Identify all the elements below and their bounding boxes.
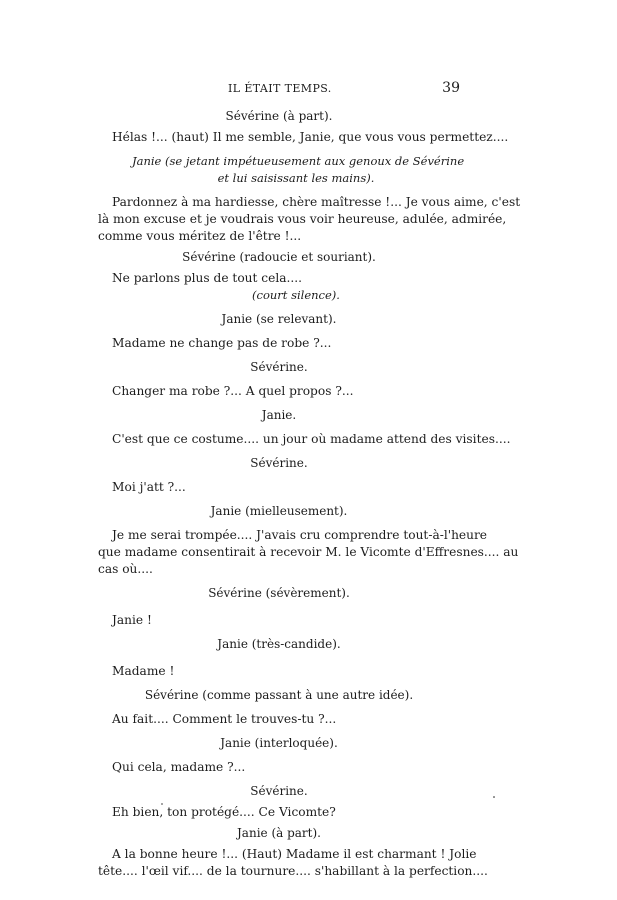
dialogue-line: là mon excuse et je voudrais vous voir heureuse, adulée, admirée, — [98, 212, 507, 226]
stage-direction: (court silence). — [252, 288, 340, 302]
dialogue-line: Ne parlons plus de tout cela.... — [112, 271, 302, 285]
dialogue-line: Madame ! — [112, 664, 175, 678]
speaker-line: Janie (très-candide). — [217, 637, 341, 651]
dialogue-line: Hélas !... (haut) Il me semble, Janie, que vous vous permettez.... — [112, 130, 509, 144]
speaker-line: Sévérine (radoucie et souriant). — [182, 250, 376, 264]
dialogue-line: Madame ne change pas de robe ?... — [112, 336, 332, 350]
page-header — [98, 80, 460, 100]
speaker-line: Janie (à part). — [237, 826, 321, 840]
speaker-line: Sévérine. — [250, 360, 308, 374]
speaker-line: Sévérine (comme passant à une autre idée). — [144, 688, 414, 702]
dialogue-line: Eh bien, ton protégé.... Ce Vicomte? — [112, 805, 336, 819]
dialogue-line: Au fait.... Comment le trouves-tu ?... — [112, 712, 337, 726]
speaker-line: Sévérine. — [250, 784, 308, 798]
speaker-line: Sévérine. — [250, 456, 308, 470]
speaker-line: Sévérine (sévèrement). — [208, 586, 350, 600]
dialogue-line: Moi j'att ?... — [112, 480, 186, 494]
dialogue-line: Changer ma robe ?... A quel propos ?... — [112, 384, 354, 398]
dialogue-line: tête.... l'œil vif.... de la tournure.... s'habillant à la perfection.... — [98, 864, 488, 878]
speaker-line: Janie (se jetant impétueusement aux genoux de Sévérine — [132, 154, 465, 168]
speaker-line: Janie. — [261, 408, 297, 422]
dialogue-line: cas où.... — [98, 562, 153, 576]
dialogue-line: Qui cela, madame ?... — [112, 760, 246, 774]
paper-speck — [493, 796, 495, 798]
paper-speck — [161, 803, 163, 805]
dialogue-line: comme vous méritez de l'être !... — [98, 229, 302, 243]
speaker-line: Sévérine (à part). — [225, 109, 333, 123]
dialogue-line: Pardonnez à ma hardiesse, chère maîtresse !... Je vous aime, c'est — [112, 195, 521, 209]
speaker-line: Janie (mielleusement). — [210, 504, 348, 518]
speaker-line: Janie (se relevant). — [221, 312, 337, 326]
dialogue-line: Je me serai trompée.... J'avais cru comprendre tout-à-l'heure — [112, 528, 488, 542]
stage-direction: et lui saisissant les mains). — [217, 171, 375, 185]
page-text — [98, 108, 521, 880]
running-title: IL ÉTAIT TEMPS. — [228, 82, 332, 95]
dialogue-line: que madame consentirait à recevoir M. le Vicomte d'Effresnes.... au — [98, 545, 519, 559]
speaker-line: Janie (interloquée). — [220, 736, 338, 750]
dialogue-line: A la bonne heure !... (Haut) Madame il est charmant ! Jolie — [112, 847, 477, 861]
dialogue-line: C'est que ce costume.... un jour où madame attend des visites.... — [112, 432, 511, 446]
page-number: 39 — [442, 80, 460, 96]
dialogue-line: Janie ! — [112, 613, 152, 627]
